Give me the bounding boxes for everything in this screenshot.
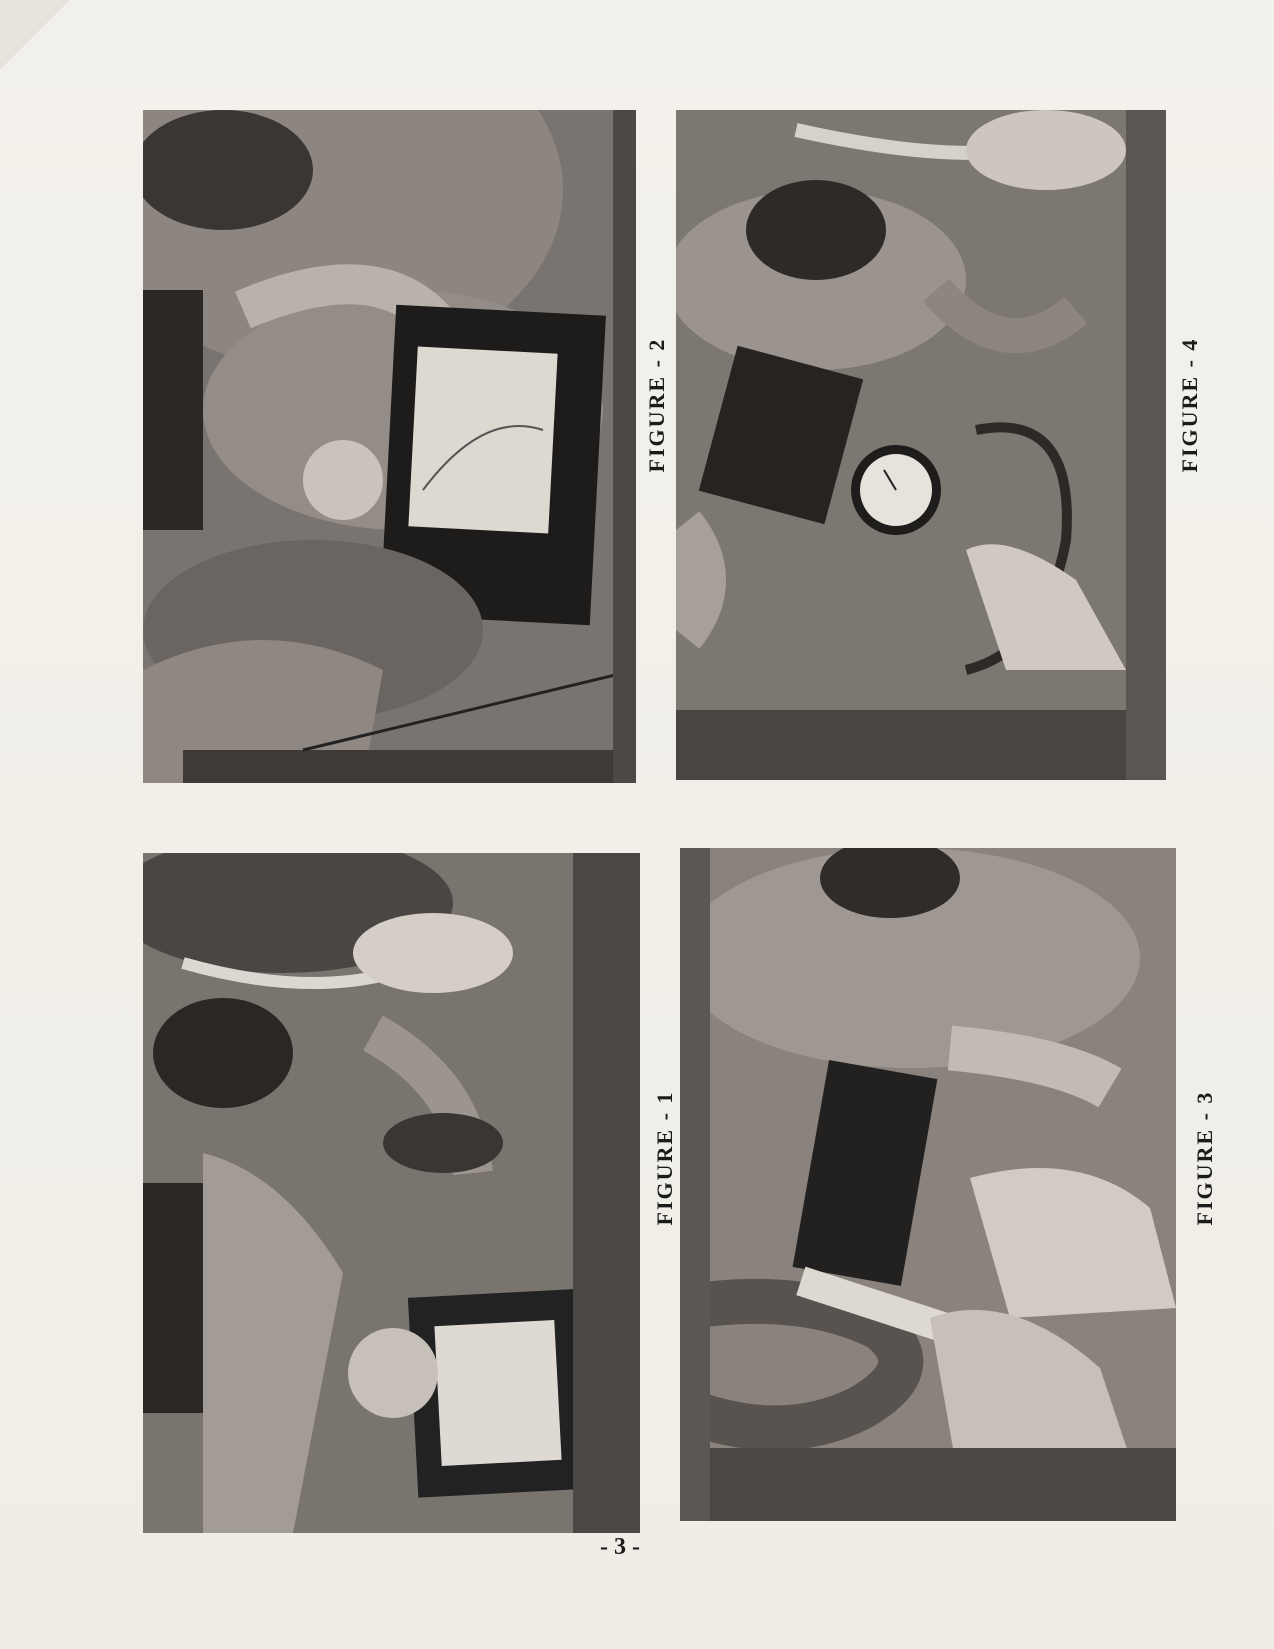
figure-4-caption: FIGURE - 4	[1177, 337, 1202, 473]
figure-4-photo	[676, 110, 1166, 780]
page-number: - 3 -	[600, 1534, 640, 1560]
figure-3-caption: FIGURE - 3	[1192, 1090, 1217, 1226]
figure-2-caption: FIGURE - 2	[644, 337, 669, 473]
figure-3-photo	[680, 848, 1176, 1521]
heater-meter-photo	[143, 110, 636, 783]
tachometer-photo	[680, 848, 1176, 1521]
folded-corner	[0, 0, 70, 70]
figure-2-photo	[143, 110, 636, 783]
figure-1-photo	[143, 853, 640, 1533]
figure-1-caption: FIGURE - 1	[652, 1090, 677, 1226]
pressure-gauge-photo	[676, 110, 1166, 780]
heater-meter-photo-2	[143, 853, 640, 1533]
